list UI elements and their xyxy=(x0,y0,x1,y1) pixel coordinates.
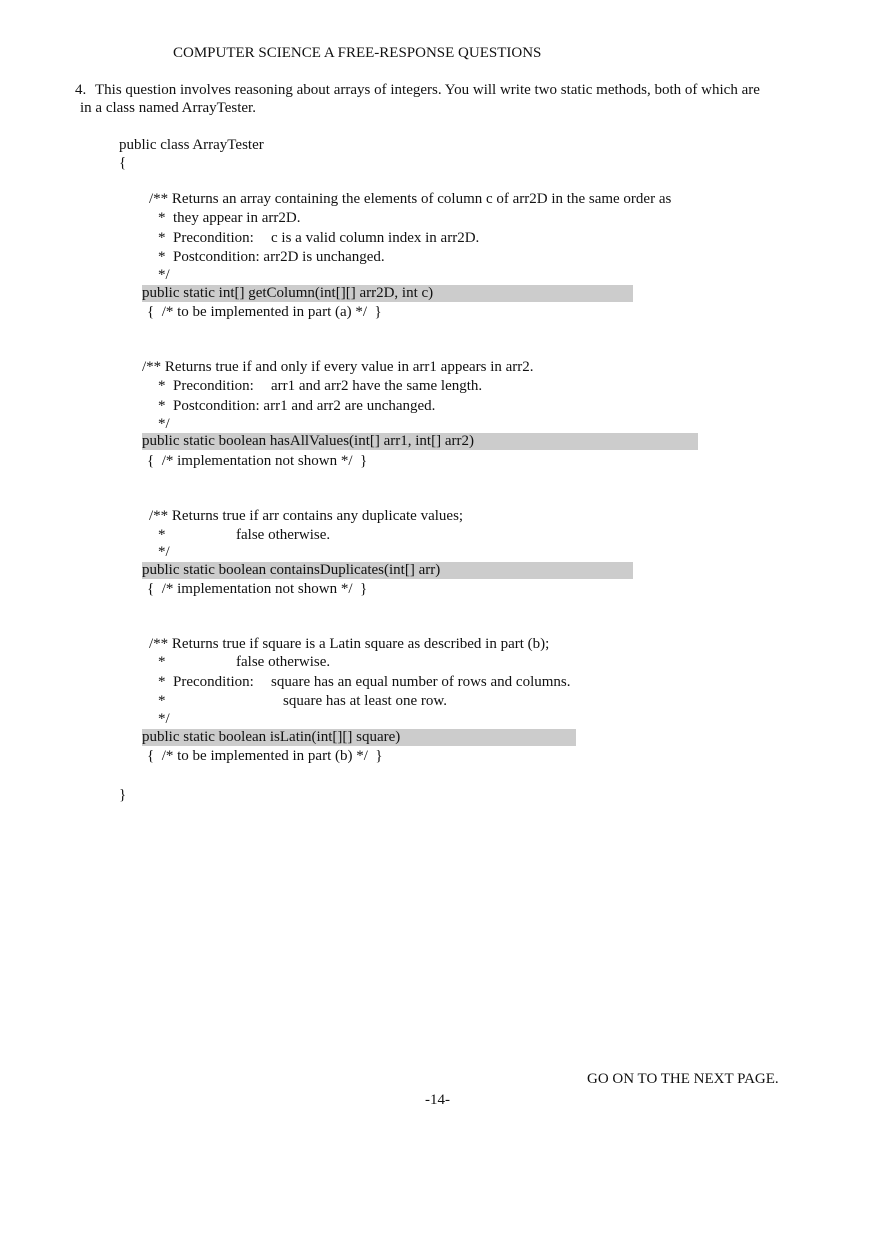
class-close-brace: } xyxy=(119,787,127,803)
comment-end: */ xyxy=(158,267,170,283)
method-signature-containsduplicates: public static boolean containsDuplicates(int[] arr) xyxy=(142,562,441,578)
comment-line: square has an equal number of rows and columns. xyxy=(271,674,571,690)
question-number: 4. xyxy=(75,82,87,98)
comment-line: * xyxy=(158,527,166,543)
comment-end: */ xyxy=(158,416,170,432)
question-text-line1: This question involves reasoning about arrays of integers. You will write two static methods, both of which are xyxy=(95,82,760,98)
comment-end: */ xyxy=(158,711,170,727)
go-on-notice: GO ON TO THE NEXT PAGE. xyxy=(587,1071,779,1087)
method-signature-hasallvalues: public static boolean hasAllValues(int[] arr1, int[] arr2) xyxy=(142,433,474,449)
method-body: { /* to be implemented in part (b) */ } xyxy=(147,748,383,764)
comment-line: * Precondition: xyxy=(158,674,254,690)
comment-end: */ xyxy=(158,544,170,560)
comment-line: arr1 and arr2 have the same length. xyxy=(271,378,483,394)
comment-line: * Precondition: xyxy=(158,230,254,246)
class-open-brace: { xyxy=(119,155,127,171)
comment-line: * xyxy=(158,693,166,709)
class-declaration: public class ArrayTester xyxy=(119,137,264,153)
comment-line: c is a valid column index in arr2D. xyxy=(271,230,480,246)
comment-line: * they appear in arr2D. xyxy=(158,210,301,226)
question-text-line2: in a class named ArrayTester. xyxy=(80,100,256,116)
comment-line: * Precondition: xyxy=(158,378,254,394)
comment-line: /** Returns true if arr contains any duplicate values; xyxy=(149,508,464,524)
method-body: { /* to be implemented in part (a) */ } xyxy=(147,304,382,320)
method-body: { /* implementation not shown */ } xyxy=(147,581,368,597)
comment-line: false otherwise. xyxy=(236,654,331,670)
comment-line: false otherwise. xyxy=(236,527,331,543)
comment-line: square has at least one row. xyxy=(283,693,447,709)
method-signature-islatin: public static boolean isLatin(int[][] square) xyxy=(142,729,401,745)
page-number: -14- xyxy=(425,1092,450,1108)
comment-line: * Postcondition: arr2D is unchanged. xyxy=(158,249,385,265)
comment-line: * xyxy=(158,654,166,670)
comment-line: /** Returns true if square is a Latin square as described in part (b); xyxy=(149,636,550,652)
method-body: { /* implementation not shown */ } xyxy=(147,453,368,469)
method-signature-getcolumn: public static int[] getColumn(int[][] arr2D, int c) xyxy=(142,285,434,301)
comment-line: /** Returns an array containing the elements of column c of arr2D in the same order as xyxy=(149,191,672,207)
comment-line: * Postcondition: arr1 and arr2 are unchanged. xyxy=(158,398,436,414)
page-header: COMPUTER SCIENCE A FREE-RESPONSE QUESTIONS xyxy=(173,45,542,61)
comment-line: /** Returns true if and only if every value in arr1 appears in arr2. xyxy=(142,359,534,375)
